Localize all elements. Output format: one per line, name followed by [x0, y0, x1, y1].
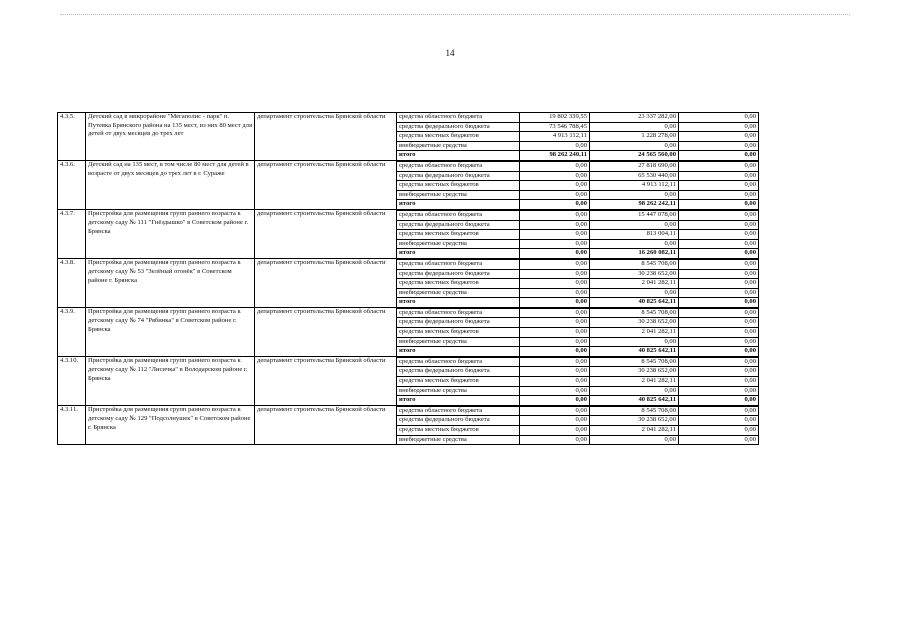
table-row: [58, 357, 759, 367]
funding-source: средства местных бюджетов: [397, 328, 520, 338]
table-row: [58, 210, 759, 220]
amount-col-3: 0,00: [679, 249, 759, 259]
amount-col-3: 0,00: [679, 210, 759, 220]
funding-source: средства местных бюджетов: [397, 279, 520, 289]
amount-col-3: 0,00: [679, 239, 759, 249]
amount-col-1: 0,00: [520, 239, 590, 249]
amount-col-1: 0,00: [520, 318, 590, 328]
responsible-department: департамент строительства Брянской области: [255, 357, 397, 406]
funding-source: итого: [397, 200, 520, 210]
amount-col-1: 0,00: [520, 337, 590, 347]
amount-col-2: 24 565 560,00: [590, 151, 679, 161]
amount-col-1: 0,00: [520, 416, 590, 426]
amount-col-1: 0,00: [520, 308, 590, 318]
funding-source: средства федерального бюджета: [397, 416, 520, 426]
amount-col-2: 0,00: [590, 141, 679, 151]
amount-col-2: 40 825 642,11: [590, 396, 679, 406]
amount-col-2: 40 825 642,11: [590, 298, 679, 308]
amount-col-3: 0,00: [679, 132, 759, 142]
amount-col-2: 0,00: [590, 190, 679, 200]
funding-source: итого: [397, 347, 520, 357]
funding-source: средства местных бюджетов: [397, 181, 520, 191]
funding-source: средства областного бюджета: [397, 308, 520, 318]
amount-col-2: 2 041 282,11: [590, 426, 679, 436]
item-name: Детский сад на 135 мест, в том числе 80 мест для детей в возрасте от двух месяцев до трех лет в г. Сураже: [86, 161, 255, 210]
amount-col-2: 0,00: [590, 220, 679, 230]
funding-source: средства областного бюджета: [397, 406, 520, 416]
funding-source: средства федерального бюджета: [397, 269, 520, 279]
amount-col-2: 30 238 652,00: [590, 416, 679, 426]
amount-col-3: 0,00: [679, 337, 759, 347]
item-number: 4.3.11.: [58, 406, 86, 445]
funding-source: средства федерального бюджета: [397, 220, 520, 230]
budget-table-body: [58, 113, 759, 445]
funding-source: средства федерального бюджета: [397, 367, 520, 377]
amount-col-2: 0,00: [590, 386, 679, 396]
funding-source: средства областного бюджета: [397, 113, 520, 123]
amount-col-3: 0,00: [679, 151, 759, 161]
amount-col-3: 0,00: [679, 367, 759, 377]
amount-col-3: 0,00: [679, 416, 759, 426]
amount-col-3: 0,00: [679, 259, 759, 269]
funding-source: средства областного бюджета: [397, 210, 520, 220]
responsible-department: департамент строительства Брянской области: [255, 406, 397, 445]
funding-source: внебюджетные средства: [397, 435, 520, 445]
amount-col-2: 2 041 282,11: [590, 328, 679, 338]
amount-col-1: 0,00: [520, 377, 590, 387]
amount-col-2: 4 913 112,11: [590, 181, 679, 191]
item-name: Пристройка для размещения групп раннего возраста к детскому саду № 112 "Лисичка" в Володарском районе г. Брянска: [86, 357, 255, 406]
responsible-department: департамент строительства Брянской области: [255, 113, 397, 161]
item-number: 4.3.7.: [58, 210, 86, 259]
amount-col-3: 0,00: [679, 269, 759, 279]
funding-source: итого: [397, 298, 520, 308]
amount-col-2: 8 545 708,00: [590, 357, 679, 367]
amount-col-2: 8 545 708,00: [590, 406, 679, 416]
amount-col-1: 0,00: [520, 288, 590, 298]
responsible-department: департамент строительства Брянской области: [255, 210, 397, 259]
amount-col-3: 0,00: [679, 328, 759, 338]
amount-col-3: 0,00: [679, 161, 759, 171]
responsible-department: департамент строительства Брянской области: [255, 308, 397, 357]
amount-col-2: 30 238 652,00: [590, 367, 679, 377]
amount-col-1: 0,00: [520, 426, 590, 436]
amount-col-1: 0,00: [520, 190, 590, 200]
amount-col-2: 8 545 708,00: [590, 259, 679, 269]
amount-col-1: 0,00: [520, 357, 590, 367]
amount-col-3: 0,00: [679, 357, 759, 367]
item-name: Детский сад в микрорайоне "Мегаполис - парк" п. Путевка Брянского района на 135 мест, из них 80 мест для детей от двух месяцев до трех лет: [86, 113, 255, 161]
amount-col-2: 0,00: [590, 435, 679, 445]
funding-source: средства местных бюджетов: [397, 377, 520, 387]
funding-source: средства областного бюджета: [397, 357, 520, 367]
amount-col-1: 0,00: [520, 141, 590, 151]
amount-col-2: 15 447 078,00: [590, 210, 679, 220]
amount-col-2: 8 545 708,00: [590, 308, 679, 318]
amount-col-3: 0,00: [679, 113, 759, 123]
amount-col-1: 0,00: [520, 249, 590, 259]
table-row: [58, 161, 759, 171]
amount-col-3: 0,00: [679, 298, 759, 308]
amount-col-2: 98 262 242,11: [590, 200, 679, 210]
funding-source: итого: [397, 396, 520, 406]
amount-col-1: 0,00: [520, 220, 590, 230]
funding-source: внебюджетные средства: [397, 386, 520, 396]
amount-col-2: 2 041 282,11: [590, 377, 679, 387]
amount-col-2: 30 238 652,00: [590, 318, 679, 328]
amount-col-2: 0,00: [590, 239, 679, 249]
item-number: 4.3.9.: [58, 308, 86, 357]
amount-col-3: 0,00: [679, 230, 759, 240]
funding-source: средства федерального бюджета: [397, 122, 520, 132]
amount-col-2: 0,00: [590, 122, 679, 132]
amount-col-1: 0,00: [520, 161, 590, 171]
responsible-department: департамент строительства Брянской области: [255, 161, 397, 210]
item-number: 4.3.10.: [58, 357, 86, 406]
funding-source: внебюджетные средства: [397, 190, 520, 200]
amount-col-3: 0,00: [679, 308, 759, 318]
funding-source: итого: [397, 151, 520, 161]
amount-col-1: 0,00: [520, 328, 590, 338]
amount-col-1: 0,00: [520, 406, 590, 416]
amount-col-1: 4 913 112,11: [520, 132, 590, 142]
amount-col-3: 0,00: [679, 279, 759, 289]
amount-col-1: 0,00: [520, 367, 590, 377]
amount-col-3: 0,00: [679, 377, 759, 387]
item-name: Пристройка для размещения групп раннего возраста к детскому саду № 111 "Гнёздышко" в Советском районе г. Брянска: [86, 210, 255, 259]
funding-source: средства местных бюджетов: [397, 230, 520, 240]
responsible-department: департамент строительства Брянской области: [255, 259, 397, 308]
amount-col-3: 0,00: [679, 406, 759, 416]
amount-col-3: 0,00: [679, 181, 759, 191]
amount-col-1: 0,00: [520, 171, 590, 181]
amount-col-2: 27 818 690,00: [590, 161, 679, 171]
item-name: Пристройка для размещения групп раннего возраста к детскому саду № 53 "Зелёный огонёк" в Советском районе г. Брянска: [86, 259, 255, 308]
funding-source: внебюджетные средства: [397, 239, 520, 249]
amount-col-3: 0,00: [679, 435, 759, 445]
page-number: 14: [445, 48, 455, 58]
table-row: [58, 406, 759, 416]
funding-source: средства областного бюджета: [397, 161, 520, 171]
item-number: 4.3.5.: [58, 113, 86, 161]
amount-col-3: 0,00: [679, 426, 759, 436]
amount-col-2: 23 337 282,00: [590, 113, 679, 123]
funding-source: средства областного бюджета: [397, 259, 520, 269]
amount-col-2: 0,00: [590, 337, 679, 347]
item-number: 4.3.6.: [58, 161, 86, 210]
amount-col-1: 73 546 788,45: [520, 122, 590, 132]
amount-col-3: 0,00: [679, 122, 759, 132]
funding-source: средства местных бюджетов: [397, 426, 520, 436]
amount-col-3: 0,00: [679, 200, 759, 210]
amount-col-3: 0,00: [679, 171, 759, 181]
amount-col-3: 0,00: [679, 141, 759, 151]
amount-col-3: 0,00: [679, 386, 759, 396]
amount-col-3: 0,00: [679, 347, 759, 357]
amount-col-1: 0,00: [520, 210, 590, 220]
amount-col-2: 16 260 082,11: [590, 249, 679, 259]
amount-col-1: 0,00: [520, 396, 590, 406]
amount-col-1: 0,00: [520, 259, 590, 269]
amount-col-1: 19 802 339,55: [520, 113, 590, 123]
scan-artifact-line: [60, 14, 850, 16]
amount-col-1: 0,00: [520, 279, 590, 289]
funding-source: итого: [397, 249, 520, 259]
item-number: 4.3.8.: [58, 259, 86, 308]
amount-col-1: 0,00: [520, 230, 590, 240]
amount-col-1: 0,00: [520, 347, 590, 357]
amount-col-1: 0,00: [520, 200, 590, 210]
amount-col-2: 0,00: [590, 288, 679, 298]
budget-table: [57, 112, 759, 445]
amount-col-3: 0,00: [679, 190, 759, 200]
funding-source: средства федерального бюджета: [397, 171, 520, 181]
funding-source: средства федерального бюджета: [397, 318, 520, 328]
amount-col-2: 40 825 642,11: [590, 347, 679, 357]
amount-col-3: 0,00: [679, 220, 759, 230]
amount-col-1: 0,00: [520, 181, 590, 191]
amount-col-3: 0,00: [679, 318, 759, 328]
funding-source: внебюджетные средства: [397, 141, 520, 151]
table-row: [58, 308, 759, 318]
amount-col-2: 2 041 282,11: [590, 279, 679, 289]
amount-col-2: 1 228 278,00: [590, 132, 679, 142]
amount-col-3: 0,00: [679, 396, 759, 406]
amount-col-1: 0,00: [520, 386, 590, 396]
amount-col-2: 65 530 440,00: [590, 171, 679, 181]
amount-col-2: 813 004,11: [590, 230, 679, 240]
funding-source: внебюджетные средства: [397, 288, 520, 298]
amount-col-1: 0,00: [520, 269, 590, 279]
amount-col-1: 0,00: [520, 298, 590, 308]
table-row: [58, 113, 759, 123]
amount-col-2: 30 238 652,00: [590, 269, 679, 279]
item-name: Пристройка для размещения групп раннего возраста к детскому саду № 129 "Подсолнушек" в Советском районе г. Брянска: [86, 406, 255, 445]
item-name: Пристройка для размещения групп раннего возраста к детскому саду № 74 "Рябинка" в Советском районе г. Брянска: [86, 308, 255, 357]
table-row: [58, 259, 759, 269]
amount-col-1: 0,00: [520, 435, 590, 445]
amount-col-3: 0,00: [679, 288, 759, 298]
funding-source: средства местных бюджетов: [397, 132, 520, 142]
amount-col-1: 98 262 240,11: [520, 151, 590, 161]
funding-source: внебюджетные средства: [397, 337, 520, 347]
